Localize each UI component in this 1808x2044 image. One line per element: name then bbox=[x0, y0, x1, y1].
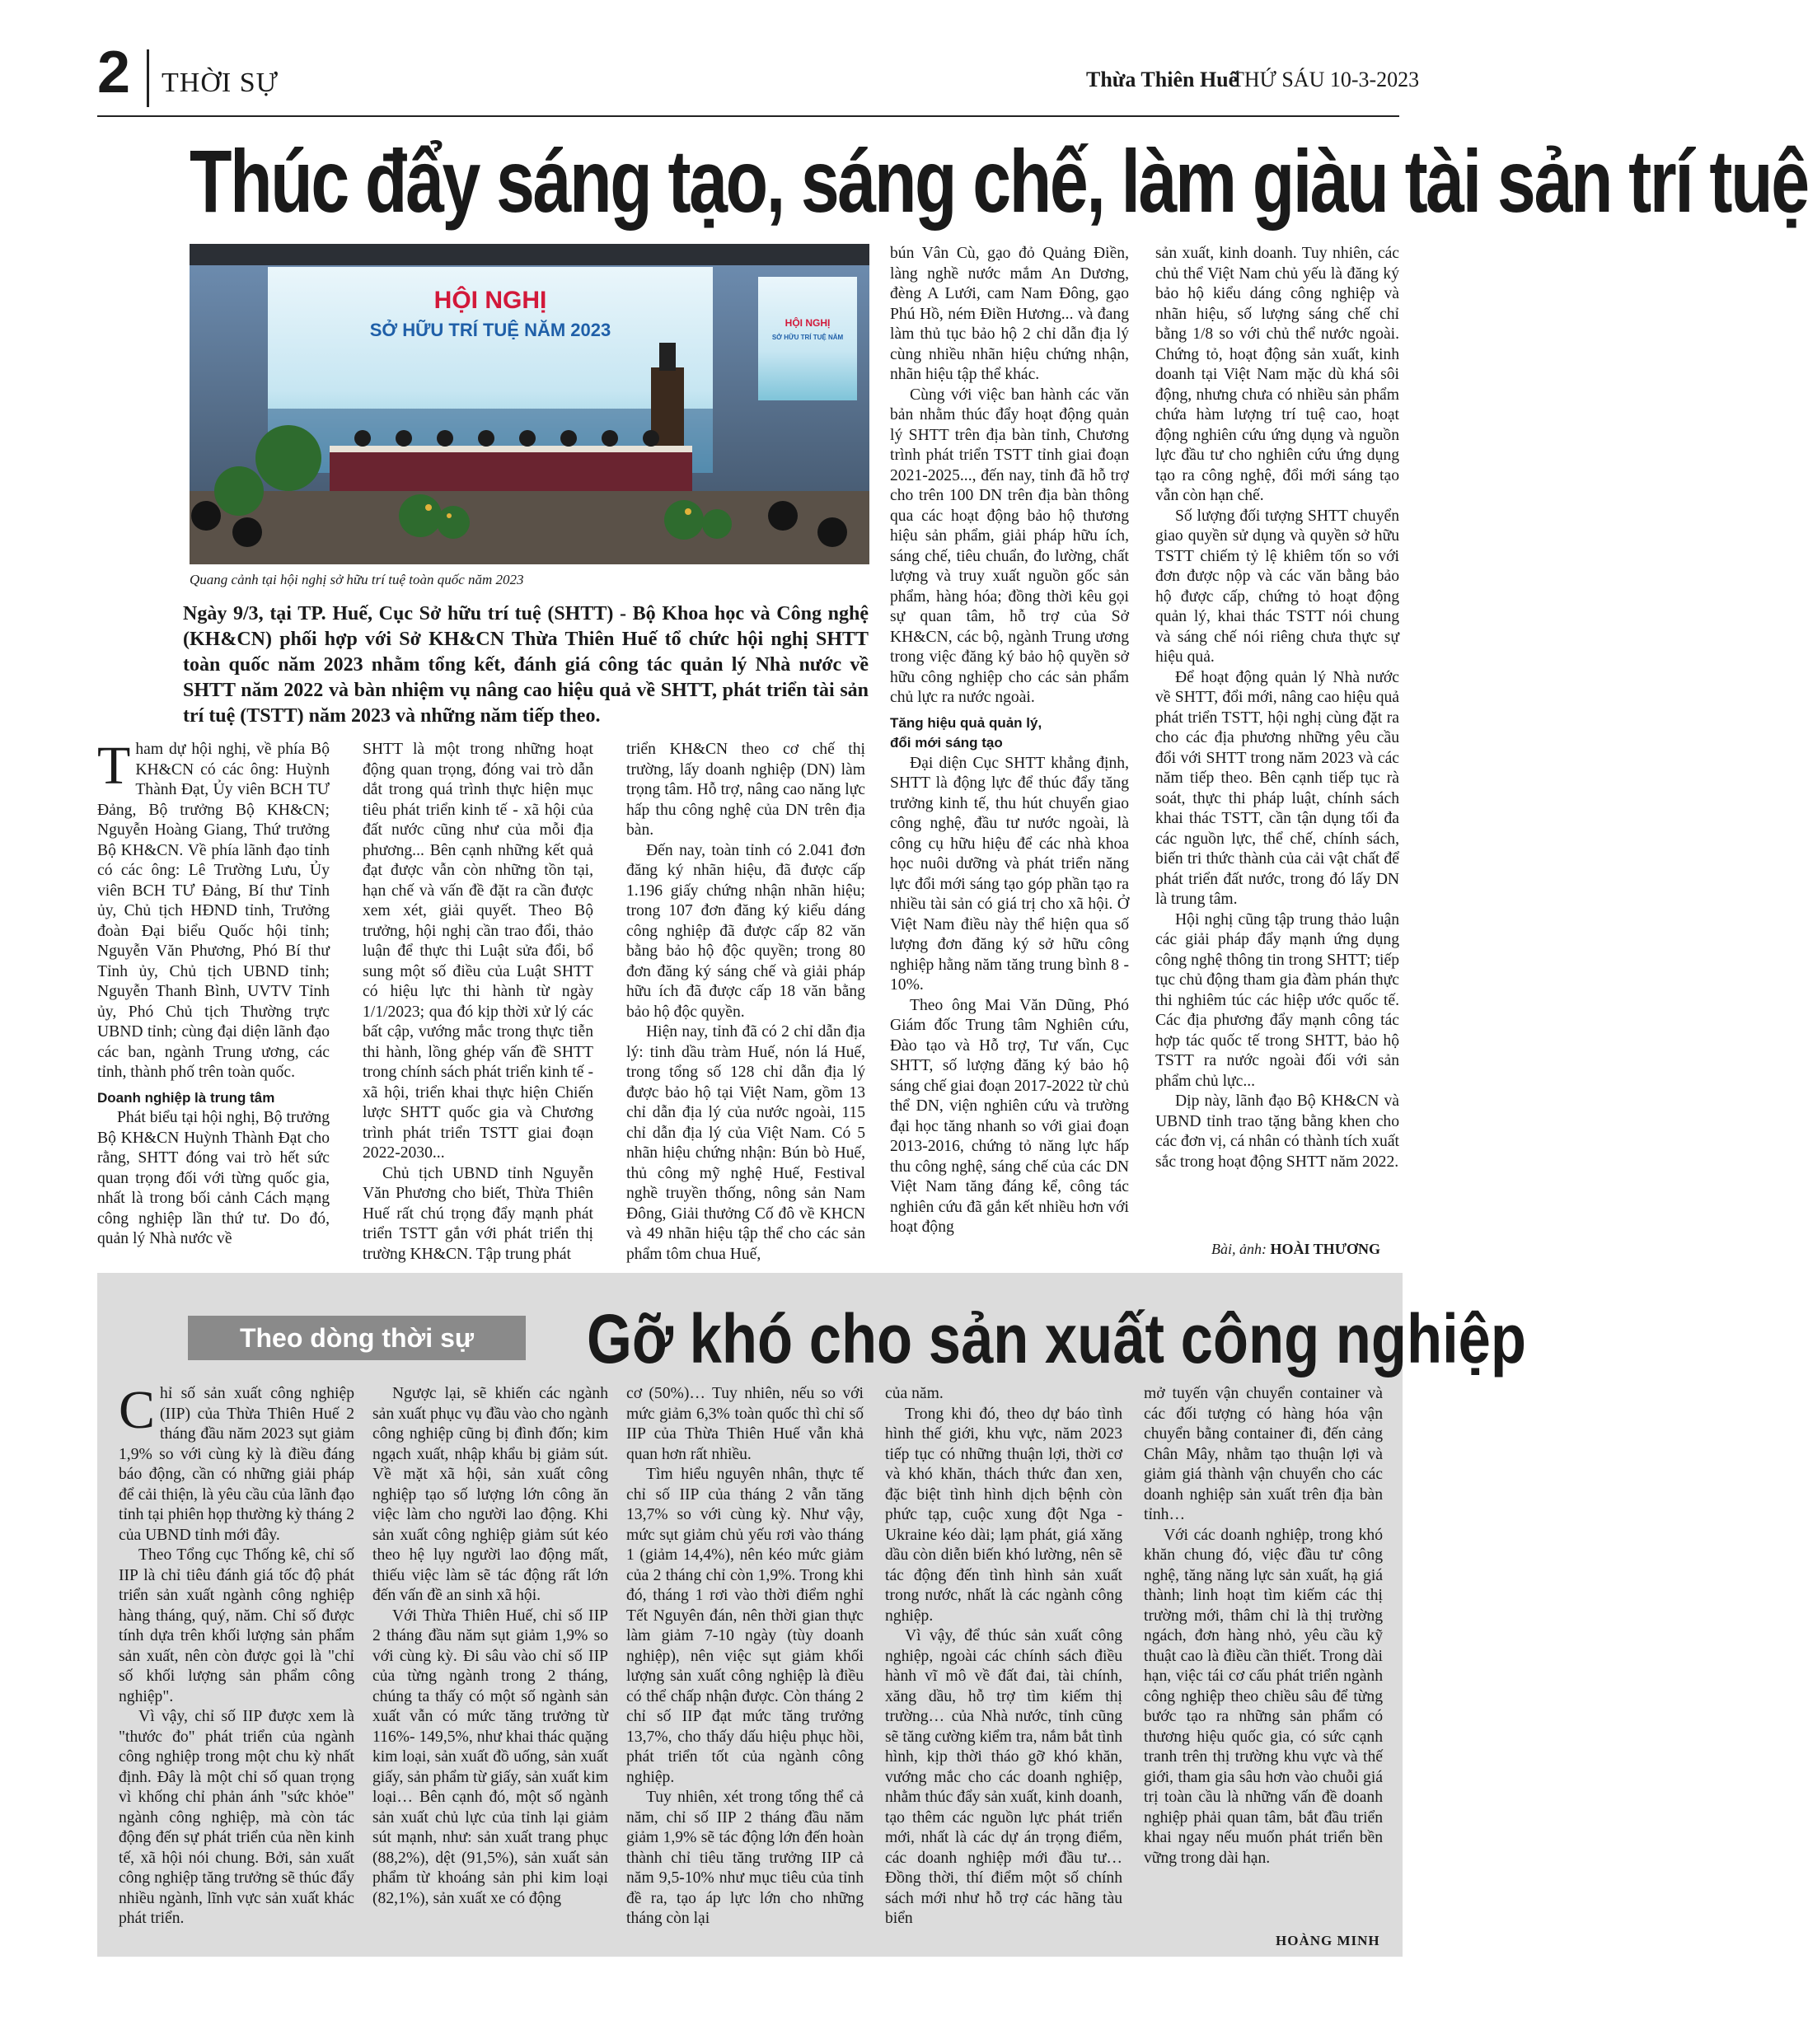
paragraph: Hiện nay, tỉnh đã có 2 chỉ dẫn địa lý: tinh dầu tràm Huế, nón lá Huế, trong tổng số 128 chỉ dẫn địa lý được bảo hộ tại Việt Nam, gồm 13 chỉ dẫn địa lý của nước ngoài, 115 chỉ dẫn địa lý của Việt Nam. Có 5 nhãn hiệu chứng nhận: Bún bò Huế, thủ công mỹ nghệ Huế, Festival nghề truyền thống, nông sản Nam Đông, Giải thưởng Cố đô về KHCN và 49 nhãn hiệu tập thể cho các sản phẩm tôm chua Huế, bbox=[626, 1023, 865, 1263]
paragraph: Vì vậy, chỉ số IIP được xem là "thước đo" phát triển của ngành công nghiệp trong một chu kỳ nhất định. Đây là một chỉ số quan trọng vì khống chỉ phản ánh "sức khỏe" ngành công nghiệp, mà còn tác động đến sự phát triển của nền kinh tế, xã hội nói chung. Bởi, sản xuất công nghiệp tăng trưởng sẽ thúc đẩy nhiều ngành, lĩnh vực sản xuất khác phát triển. bbox=[119, 1708, 354, 1927]
paragraph: Để hoạt động quản lý Nhà nước về SHTT, đổi mới, nâng cao hiệu quả phát triển TSTT, hội nghị cùng đặt ra cho các địa phương những yêu cầu đổi với SHTT trong năm 2023 và các năm tiếp theo. Bên cạnh tiếp tục rà soát, thực thi pháp luật, chính sách khai thác TSTT, cần tận dụng tối đa các nguồn lực, thể chế, chính sách, biến tri thức thành của cải vật chất để phát triển đất nước, trong đó lấy DN là trung tâm. bbox=[1155, 668, 1399, 908]
section-name: THỜI SỰ bbox=[162, 68, 279, 98]
paragraph: triển KH&CN theo cơ chế thị trường, lấy doanh nghiệp (DN) làm trọng tâm. Hỗ trợ, nâng cao năng lực hấp thu công nghệ của DN trên địa bàn. bbox=[626, 741, 865, 839]
paragraph: Với Thừa Thiên Huế, chỉ số IIP 2 tháng đầu năm sụt giảm 1,9% so với cùng kỳ. Đi sâu vào chỉ số IIP của từng ngành trong 2 tháng, chúng ta thấy có một số ngành sản xuất vẫn có mức tăng trưởng từ 116%- 149,5%, như khai thác quặng kim loại, sản xuất đồ uống, sản xuất giấy, sản phẩm từ giấy, sản xuất kim loại… Bên cạnh đó, một số ngành sản xuất chủ lực của tỉnh lại giảm sút mạnh, như: sản xuất trang phục (88,2%), dệt (91,5%), sản xuất sản phẩm từ khoáng sản phi kim loại (82,1%), sản xuất xe có động bbox=[372, 1607, 608, 1907]
article2-column-5 bbox=[1144, 1384, 1383, 1869]
header-rule bbox=[97, 115, 1399, 117]
paragraph: Đến nay, toàn tỉnh có 2.041 đơn đăng ký nhãn hiệu, đã được cấp 1.196 giấy chứng nhận nhãn hiệu; trong 107 đơn đăng ký kiểu dáng công nghiệp đã được cấp 82 văn bằng bảo hộ độc quyền; trong 80 đơn đăng ký sáng chế và giải pháp hữu ích đã được cấp 18 văn bằng bảo hộ độc quyền. bbox=[626, 841, 865, 1021]
paragraph: Vì vậy, để thúc sản xuất công nghiệp, ngoài các chính sách điều hành vĩ mô về đất đai, tài chính, xăng dầu, hỗ trợ tìm kiếm thị trường… của Nhà nước, tỉnh cũng sẽ tăng cường kiểm tra, nắm bắt tình hình, kịp thời tháo gỡ khó khăn, vướng mắc cho các doanh nghiệp, nhằm thúc đẩy sản xuất, kinh doanh, tạo thêm các nguồn lực phát triển mới, nhất là các dự án trọng điểm, các doanh nghiệp mới đầu tư… Đồng thời, thí điểm một số chính sách mới như hỗ trợ các hãng tàu biển bbox=[885, 1627, 1122, 1927]
paragraph: cơ (50%)… Tuy nhiên, nếu so với mức giảm 6,3% toàn quốc thì chỉ số IIP của Thừa Thiên Huế vẫn khả quan hơn rất nhiều. bbox=[626, 1385, 864, 1463]
dropcap: T bbox=[97, 736, 131, 796]
article2-column-4 bbox=[885, 1384, 1122, 1929]
article1-column-1 bbox=[97, 736, 330, 1250]
article2-headline: Gỡ khó cho sản xuất công nghiệp bbox=[587, 1300, 1527, 1377]
article1-column-2 bbox=[363, 740, 593, 1265]
paragraph: bún Vân Cù, gạo đỏ Quảng Điền, làng nghề nước mắm An Dương, đèng A Lưới, cam Nam Đông, gạo Phú Hồ, ném Điền Hương... và đang làm thủ tục bảo hộ 2 chỉ dẫn địa lý cùng nhiều nhãn hiệu chứng nhận, nhãn hiệu tập thể khác. bbox=[890, 245, 1129, 383]
article1-column-4 bbox=[890, 244, 1129, 1238]
paragraph: Theo ông Mai Văn Dũng, Phó Giám đốc Trung tâm Nghiên cứu, Đào tạo và Hỗ trợ, Tư vấn, Cục SHTT, số lượng đăng ký bảo hộ sáng chế giai đoạn 2017-2022 từ chủ thể DN, viện nghiên cứu và trường đại học tăng nhanh so với giai đoạn 2013-2016, chứng tỏ năng lực hấp thu công nghệ, sáng chế của các DN Việt Nam tăng đáng kể, công tác nghiên cứu đã gắn kết nhiều hơn với hoạt động bbox=[890, 996, 1129, 1236]
conference-photo-illustration bbox=[190, 244, 869, 564]
paragraph: Ngược lại, sẽ khiến các ngành sản xuất phục vụ đầu vào cho ngành công nghiệp cũng bị đình đốn; kim ngạch xuất, nhập khẩu bị giảm sút. Về mặt xã hội, sản xuất công nghiệp tạo số lượng lớn công ăn việc làm cho người lao động. Khi sản xuất công nghiệp giảm sút kéo theo hệ lụy người lao động mất, thiếu việc làm sẽ tác động rất lớn đến vấn đề an sinh xã hội. bbox=[372, 1385, 608, 1604]
side-banner-subtitle: SỞ HỮU TRÍ TUỆ NĂM bbox=[771, 334, 844, 341]
article2-byline: HOÀNG MINH bbox=[1276, 1933, 1380, 1948]
article1-byline bbox=[1211, 1241, 1380, 1258]
paragraph: sản xuất, kinh doanh. Tuy nhiên, các chủ thể Việt Nam chủ yếu là đăng ký bảo hộ kiểu dáng công nghiệp và nhãn hiệu, số lượng sáng chế chỉ bằng 1/8 so với chủ thể nước ngoài. Chứng tỏ, hoạt động sản xuất, kinh doanh tại Việt Nam mặc dù khá sôi động, nhưng chưa có nhiều sản phẩm chứa hàm lượng trí tuệ cao, hoạt động nghiên cứu ứng dụng và nguồn lực đầu tư cho nghiên cứu ứng dụng tạo ra công nghệ, đổi mới sáng tạo vẫn còn hạn chế. bbox=[1155, 245, 1399, 504]
paragraph: Tuy nhiên, xét trong tổng thể cả năm, chỉ số IIP 2 tháng đầu năm giảm 1,9% sẽ tác động lớn đến hoàn thành chỉ tiêu tăng trưởng IIP cả năm 9,5-10% như mục tiêu của tỉnh đề ra, tạo áp lực lớn cho những tháng còn lại bbox=[626, 1789, 864, 1927]
photo-caption: Quang cảnh tại hội nghị sở hữu trí tuệ toàn quốc năm 2023 bbox=[190, 572, 524, 587]
article1-column-3 bbox=[626, 740, 865, 1265]
banner-subtitle: SỞ HỮU TRÍ TUỆ NĂM 2023 bbox=[369, 320, 611, 340]
header-divider bbox=[147, 49, 149, 107]
section-tag-label: Theo dòng thời sự bbox=[239, 1323, 475, 1353]
paragraph: Với các doanh nghiệp, trong khó khăn chung đó, việc đầu tư công nghệ, tăng năng lực sản xuất, hạ giá thành; linh hoạt tìm kiếm các thị trường mới, thâm chỉ là thị trường ngách, đơn hàng nhỏ, yêu cầu kỹ thuật cao là điều cần thiết. Trong dài hạn, việc tái cơ cấu phát triển ngành công nghiệp theo chiều sâu để từng bước tạo ra những sản phẩm có thương hiệu quốc gia, có sức cạnh tranh trên thị trường khu vực và thế giới, tham gia sâu hơn vào chuỗi giá trị toàn cầu là những vấn đề doanh nghiệp phải quan tâm, bắt đầu triển khai ngay nếu muốn phát triển bền vững trong dài hạn. bbox=[1144, 1526, 1383, 1867]
section-tag bbox=[188, 1316, 526, 1360]
conference-photo bbox=[190, 244, 869, 564]
page-number: 2 bbox=[97, 40, 131, 105]
banner-title: HỘI NGHỊ bbox=[433, 287, 547, 314]
subheading-line-1: Tăng hiệu quả quản lý, bbox=[890, 714, 1042, 731]
article2-column-1 bbox=[119, 1380, 355, 1929]
article1-lead: Ngày 9/3, tại TP. Huế, Cục Sở hữu trí tuệ (SHTT) - Bộ Khoa học và Công nghệ (KH&CN) phối hợp với Sở KH&CN Thừa Thiên Huế tổ chức hội nghị SHTT toàn quốc năm 2023 nhằm tổng kết, đánh giá công tác quản lý Nhà nước về SHTT năm 2022 và bàn nhiệm vụ nâng cao hiệu quả về SHTT, phát triển tài sản trí tuệ (TSTT) năm 2023 và những năm tiếp theo. bbox=[183, 603, 869, 727]
paragraph: mở tuyến vận chuyển container và các đối tượng có hàng hóa vận chuyển bằng container đi, đến cảng Chân Mây, nhằm tạo thuận lợi và giảm giá thành vận chuyển cho các doanh nghiệp sản xuất trên địa bàn tỉnh… bbox=[1144, 1385, 1383, 1523]
paragraph: Phát biểu tại hội nghị, Bộ trưởng Bộ KH&CN Huỳnh Thành Đạt cho rằng, SHTT đóng vai trò hết sức quan trọng đối với từng quốc gia, nhất là trong bối cảnh Cách mạng công nghiệp lần thứ tư. Do đó, quản lý Nhà nước về bbox=[97, 1109, 330, 1247]
paragraph: Số lượng đối tượng SHTT chuyển giao quyền sử dụng và quyền sở hữu TSTT chiếm tỷ lệ khiêm tốn so với đơn được nộp và các văn bằng bảo hộ được cấp, chứng tỏ hoạt động quản lý, khai thác TSTT nói chung và sáng chế nói riêng chưa thực sự hiệu quả. bbox=[1155, 507, 1399, 666]
paragraph: SHTT là một trong những hoạt động quan trọng, đóng vai trò dẫn dắt trong quá trình thực hiện mục tiêu phát triển kinh tế - xã hội của đất nước cũng như của mỗi địa phương... Bên cạnh những kết quả đạt được vẫn còn những tồn tại, hạn chế và vấn đề đặt ra cần được xem xét, giải quyết. Theo Bộ trưởng, hội nghị cần trao đổi, thảo luận để thực thi Luật sửa đổi, bổ sung một số điều của Luật SHTT có hiệu lực thi hành từ ngày 1/1/2023; qua đó kịp thời xử lý các bất cập, vướng mắc trong thực tiễn thi hành, lồng ghép vấn đề SHTT trong chính sách phát triển kinh tế - xã hội, triển khai thực hiện Chiến lược SHTT quốc gia và Chương trình phát triển TSTT giai đoạn 2022-2030... bbox=[363, 741, 593, 1162]
paragraph: Đại diện Cục SHTT khẳng định, SHTT là động lực để thúc đẩy tăng trưởng kinh tế, thu hút chuyển giao công nghệ, đầu tư nước ngoài, là công cụ hữu hiệu để các nhà khoa học nuôi dưỡng và phát triển năng lực đổi mới sáng tạo góp phần tạo ra nhiều tài sản có giá trị cho xã hội. Ở Việt Nam điều này thể hiện qua số lượng đơn đăng ký sở hữu công nghiệp hằng năm tăng trung bình 8 - 10%. bbox=[890, 754, 1129, 994]
paper-name: Thừa Thiên Huế bbox=[1086, 68, 1239, 91]
article1-column-5 bbox=[1155, 244, 1399, 1172]
article2-column-3 bbox=[626, 1384, 864, 1929]
byline-prefix: Bài, ảnh: bbox=[1211, 1241, 1267, 1257]
paragraph: Tìm hiểu nguyên nhân, thực tế chỉ số IIP của tháng 2 vẫn tăng 13,7% so với cùng kỳ. Như vậy, mức sụt giảm chủ yếu rơi vào tháng 1 (giảm 14,4%), nên kéo mức giảm của 2 tháng chỉ còn 1,9%. Trong khi đó, tháng 1 rơi vào thời điểm nghỉ Tết Nguyên đán, nên thời gian thực làm giảm 7-10 ngày (tùy doanh nghiệp), nên việc sụt giảm khối lượng sản xuất công nghiệp là điều có thể chấp nhận được. Còn tháng 2 chỉ số IIP đạt mức tăng trưởng 13,7%, cho thấy dấu hiệu phục hồi, phát triển tốt của ngành công nghiệp. bbox=[626, 1466, 864, 1786]
paragraph: Chủ tịch UBND tỉnh Nguyễn Văn Phương cho biết, Thừa Thiên Huế rất chú trọng đẩy mạnh phát triển TSTT gắn với phát triển thị trường KH&CN. Tập trung phát bbox=[363, 1164, 593, 1263]
article1-headline: Thúc đẩy sáng tạo, sáng chế, làm giàu tài sản trí tuệ bbox=[190, 131, 1808, 231]
issue-date: THỨ SÁU 10-3-2023 bbox=[1231, 68, 1420, 91]
paragraph: Hội nghị cũng tập trung thảo luận các giải pháp đẩy mạnh ứng dụng công nghệ thông tin trong SHTT; tiếp tục chủ động tham gia đàm phán thực thi nghiêm túc các hiệp ước quốc tế. Các địa phương đẩy mạnh công tác hợp tác quốc tế trong SHTT, bảo hộ TSTT ra nước ngoài đối với sản phẩm chủ lực... bbox=[1155, 910, 1399, 1090]
paragraph: Dịp này, lãnh đạo Bộ KH&CN và UBND tỉnh trao tặng bằng khen cho các đơn vị, cá nhân có thành tích xuất sắc trong hoạt động SHTT năm 2022. bbox=[1155, 1092, 1399, 1171]
side-banner-title: HỘI NGHỊ bbox=[785, 317, 831, 329]
article2-column-2 bbox=[372, 1384, 608, 1909]
paragraph: hỉ số sản xuất công nghiệp (IIP) của Thừa Thiên Huế 2 tháng đầu năm 2023 sụt giảm 1,9% so với cùng kỳ là điều đáng báo động, cần có những giải pháp để cải thiện, là yêu cầu của lãnh đạo tỉnh tại phiên họp thường kỳ tháng 2 của UBND tỉnh mới đây. bbox=[119, 1385, 355, 1544]
paragraph: của năm. bbox=[885, 1385, 944, 1402]
subheading-line-2: đổi mới sáng tạo bbox=[890, 735, 1003, 751]
paragraph: ham dự hội nghị, về phía Bộ KH&CN có các ông: Huỳnh Thành Đạt, Ủy viên BCH TƯ Đảng, Bộ trưởng Bộ KH&CN; Nguyễn Hoàng Giang, Thứ trưởng Bộ KH&CN. Về phía lãnh đạo tỉnh có các ông: Lê Trường Lưu, Ủy viên BCH TƯ Đảng, Bí thư Tỉnh ủy, Chủ tịch HĐND tỉnh, Trưởng đoàn Đại biểu Quốc hội tỉnh; Nguyễn Văn Phương, Phó Bí thư Tỉnh ủy, Chủ tịch UBND tỉnh; Nguyễn Thanh Bình, UVTV Tỉnh ủy, Phó Chủ tịch Thường trực UBND tỉnh; cùng đại diện lãnh đạo các ban, ngành Trung ương, các tỉnh, thành phố trên toàn quốc. bbox=[97, 741, 330, 1081]
subheading: Doanh nghiệp là trung tâm bbox=[97, 1089, 275, 1106]
dropcap: C bbox=[119, 1380, 156, 1440]
paragraph: Cùng với việc ban hành các văn bản nhằm thúc đẩy hoạt động quản lý SHTT trên địa bàn tỉnh, Chương trình phát triển TSTT tỉnh giai đoạn 2021-2025..., đến nay, tỉnh đã hỗ trợ cho trên 100 DN trên địa bàn thông qua các hoạt động bảo hộ thương hiệu sản phẩm, giải pháp hữu ích, sáng chế, tiêu chuẩn, đo lường, chất lượng và truy xuất nguồn gốc sản phẩm, hàng hóa; đồng thời kêu gọi sự quan tâm, hỗ trợ của Sở KH&CN, các bộ, ngành Trung ương trong việc đăng ký bảo hộ quyền sở hữu công nghiệp cho các sản phẩm chủ lực ra nước ngoài. bbox=[890, 386, 1129, 706]
paragraph: Theo Tổng cục Thống kê, chỉ số IIP là chỉ tiêu đánh giá tốc độ phát triển sản xuất ngành công nghiệp hàng tháng, quý, năm. Chỉ số được tính dựa trên khối lượng sản phẩm sản xuất, nên còn được gọi là "chỉ số khối lượng sản phẩm công nghiệp". bbox=[119, 1546, 354, 1705]
paragraph: Trong khi đó, theo dự báo tình hình thế giới, khu vực, năm 2023 tiếp tục có những thuận lợi, thời cơ và khó khăn, thách thức đan xen, đặc biệt tình hình dịch bệnh còn phức tạp, cuộc xung đột Nga - Ukraine kéo dài; lạm phát, giá xăng dầu còn diễn biến khó lường, nên sẽ tác động đến tình hình sản xuất trong nước, nhất là các ngành công nghiệp. bbox=[885, 1405, 1122, 1625]
byline-author: HOÀI THƯƠNG bbox=[1270, 1241, 1381, 1257]
